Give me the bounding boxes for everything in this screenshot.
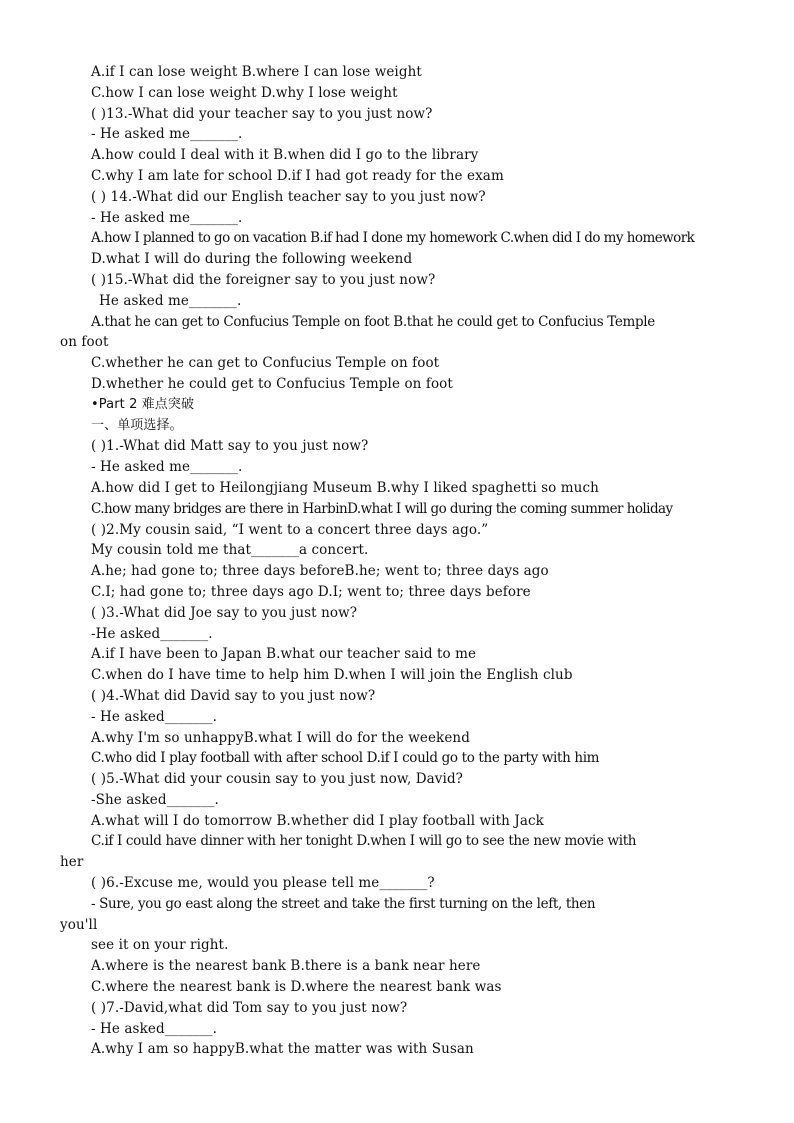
option-line: D.whether he could get to Confucius Temple on foot xyxy=(91,375,453,392)
question-line: ( )5.-What did your cousin say to you just now, David? xyxy=(91,771,464,788)
answer-stem-line: My cousin told me that_______a concert. xyxy=(91,542,369,559)
option-line: A.where is the nearest bank B.there is a bank near here xyxy=(91,958,481,975)
answer-stem-continuation: you'll xyxy=(60,916,98,933)
option-line: A.that he can get to Confucius Temple on foot B.that he could get to Confucius Temple xyxy=(91,313,655,330)
option-line: A.why I'm so unhappyB.what I will do for the weekend xyxy=(91,729,470,746)
option-line: C.whether he can get to Confucius Temple on foot xyxy=(91,355,440,372)
option-line: C.how I can lose weight D.why I lose weight xyxy=(91,84,398,101)
option-line: A.if I have been to Japan B.what our teacher said to me xyxy=(91,646,477,663)
option-line: A.if I can lose weight B.where I can lose weight xyxy=(91,64,422,80)
option-line: C.how many bridges are there in HarbinD.what I will go during the coming summer holiday xyxy=(91,500,673,517)
answer-stem-line: - Sure, you go east along the street and take the first turning on the left, then xyxy=(91,895,596,912)
question-line: ( )1.-What did Matt say to you just now? xyxy=(91,438,369,455)
option-line: A.how I planned to go on vacation B.if had I done my homework C.when did I do my homework xyxy=(91,230,695,247)
option-line: C.why I am late for school D.if I had got ready for the exam xyxy=(91,167,504,184)
question-line: ( )15.-What did the foreigner say to you just now? xyxy=(91,271,436,288)
question-line: ( )13.-What did your teacher say to you just now? xyxy=(91,105,433,122)
option-line: D.what I will do during the following weekend xyxy=(91,251,413,268)
answer-stem-line: - He asked me_______. xyxy=(91,209,243,226)
question-line: ( )3.-What did Joe say to you just now? xyxy=(91,604,358,621)
question-line: ( )6.-Excuse me, would you please tell me_______? xyxy=(91,875,435,892)
answer-stem-continuation: see it on your right. xyxy=(91,937,229,954)
subsection-heading: 一、单项选择。 xyxy=(91,417,183,433)
option-line: C.if I could have dinner with her tonight D.when I will go to see the new movie with xyxy=(91,833,637,850)
answer-stem-line: -He asked_______. xyxy=(91,625,213,642)
option-line-continuation: her xyxy=(60,854,84,871)
question-line: ( )4.-What did David say to you just now? xyxy=(91,687,376,704)
option-line: C.I; had gone to; three days ago D.I; went to; three days before xyxy=(91,583,531,600)
question-line: ( )2.My cousin said, “I went to a concert three days ago.” xyxy=(91,521,489,538)
option-line: A.how could I deal with it B.when did I go to the library xyxy=(91,147,479,164)
option-line: A.why I am so happyB.what the matter was with Susan xyxy=(91,1041,474,1058)
section-heading: •Part 2 难点突破 xyxy=(91,396,195,412)
document-body xyxy=(60,62,740,1060)
option-line: C.where the nearest bank is D.where the nearest bank was xyxy=(91,979,502,996)
option-line-continuation: on foot xyxy=(60,334,109,351)
answer-stem-line: - He asked_______. xyxy=(91,1020,218,1037)
answer-stem-line: - He asked me_______. xyxy=(91,126,243,143)
answer-stem-line: - He asked me_______. xyxy=(91,459,243,476)
option-line: C.when do I have time to help him D.when I will join the English club xyxy=(91,667,573,684)
option-line: A.how did I get to Heilongjiang Museum B.why I liked spaghetti so much xyxy=(91,479,599,496)
question-line: ( )7.-David,what did Tom say to you just now? xyxy=(91,999,408,1016)
option-line: A.he; had gone to; three days beforeB.he; went to; three days ago xyxy=(91,563,549,580)
answer-stem-line: - He asked_______. xyxy=(91,708,218,725)
answer-stem-line: -She asked_______. xyxy=(91,791,219,808)
option-line: A.what will I do tomorrow B.whether did I play football with Jack xyxy=(91,812,544,829)
question-line: ( ) 14.-What did our English teacher say to you just now? xyxy=(91,188,486,205)
option-line: C.who did I play football with after school D.if I could go to the party with him xyxy=(91,750,600,767)
answer-stem-line: He asked me_______. xyxy=(99,292,242,309)
